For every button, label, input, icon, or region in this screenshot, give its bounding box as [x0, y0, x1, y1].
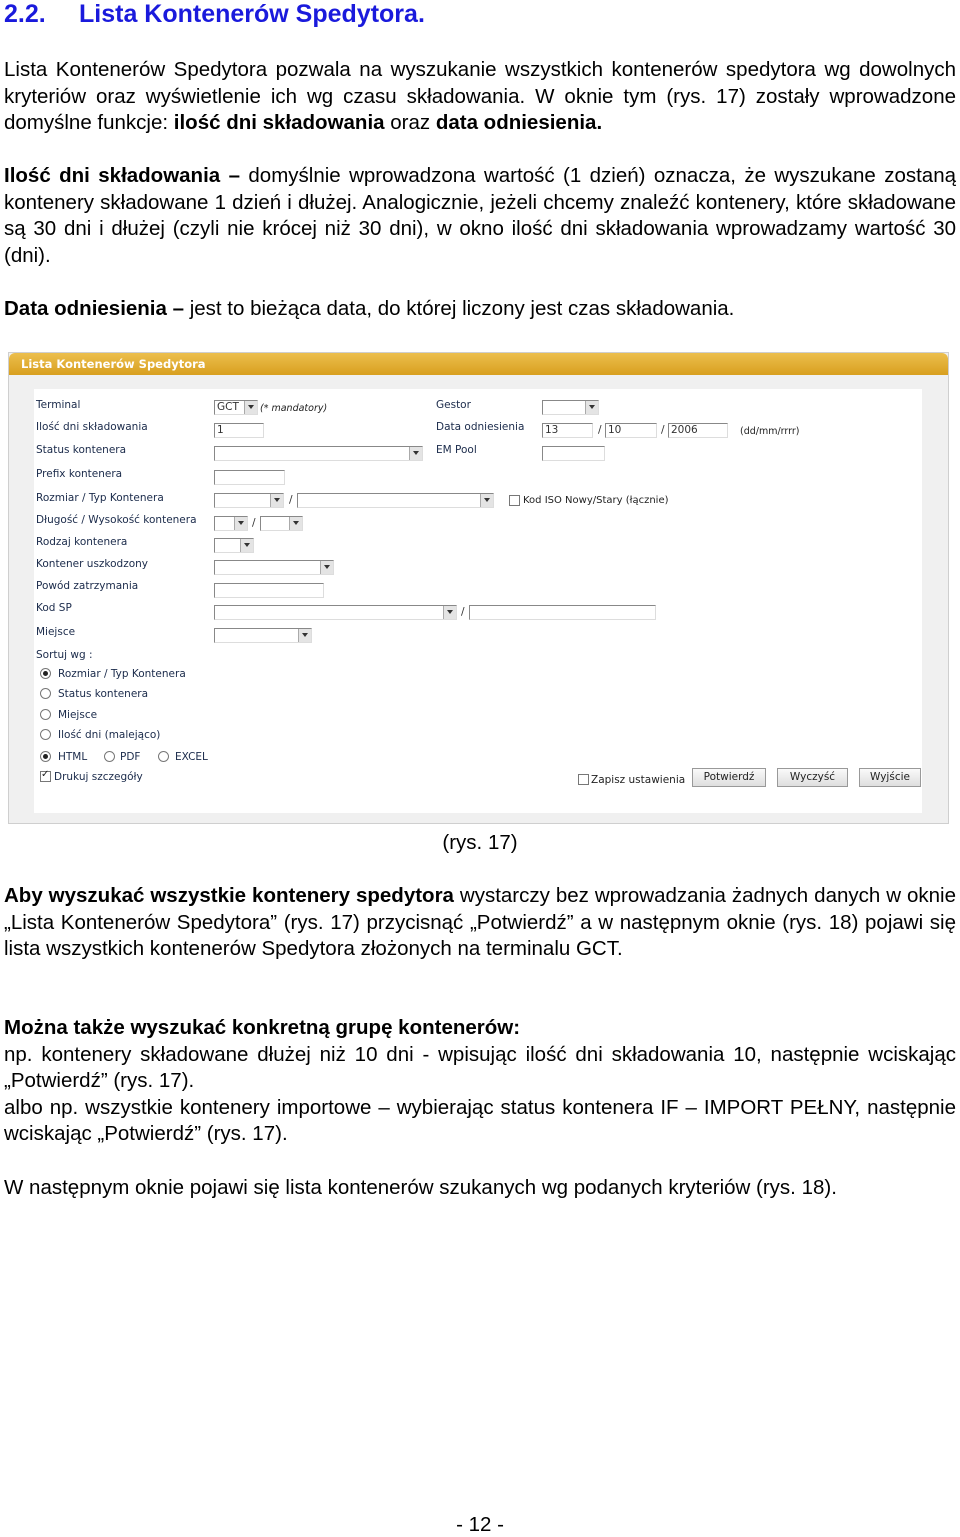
format-radio-html[interactable]	[40, 751, 51, 762]
intro-paragraph	[4, 57, 956, 137]
label-terminal: Terminal	[36, 399, 81, 411]
terminal-select[interactable]	[214, 400, 258, 415]
label-ilosc-dni: Ilość dni składowania	[36, 421, 148, 433]
em-pool-input[interactable]	[542, 446, 605, 461]
label-sortuj: Sortuj wg :	[36, 649, 93, 661]
window-titlebar	[9, 353, 948, 375]
chevron-down-icon	[409, 447, 422, 460]
chevron-down-icon	[585, 401, 598, 414]
mozna-paragraph	[4, 1015, 956, 1148]
label-prefix: Prefix kontenera	[36, 468, 123, 480]
rodzaj-select[interactable]	[214, 538, 254, 553]
label-em-pool: EM Pool	[436, 444, 477, 456]
label-gestor: Gestor	[436, 399, 471, 411]
label-data-odniesienia: Data odniesienia	[436, 421, 525, 433]
wyjscie-button[interactable]: Wyjście	[859, 768, 921, 787]
label-dlugosc: Długość / Wysokość kontenera	[36, 514, 197, 526]
figure-caption: (rys. 17)	[442, 831, 518, 854]
sort-radio-status[interactable]	[40, 688, 51, 699]
search-form: Terminal Ilość dni składowania Status kontenera Prefix kontenera Rozmiar / Typ Kontenera Długość / Wysokość kontenera Rodzaj kontenera Kontener uszkodzony Powód zatrzymania Kod SP Miejsce GCT (* mandatory) 1 / / / Gestor Data odniesienia 13 / 10 / 2006 (dd/mm/rrrr) EM Pool Kod ISO Nowy/Stary (łącznie) Sortuj wg : Rozmiar / Typ Kontenera Status kontenera Miejsce Ilość dni (malejąco) HTML PDF EXCEL ✓ Drukuj szczegóły Zapisz ustawienia Potwierdź Wyczyść Wyjście	[34, 389, 922, 813]
ilosc-bold: Ilość dni składowania –	[4, 164, 240, 187]
chevron-down-icon	[240, 539, 253, 552]
powod-input[interactable]	[214, 583, 324, 598]
label-kod-sp: Kod SP	[36, 602, 72, 614]
date-format-hint: (dd/mm/rrrr)	[740, 426, 800, 437]
app-window	[8, 352, 949, 824]
sort-radio-rozmiar[interactable]	[40, 668, 51, 679]
ilosc-paragraph	[4, 163, 956, 269]
intro-bold-1: ilość dni składowania	[173, 111, 385, 134]
day-input[interactable]: 13	[542, 423, 593, 438]
chevron-down-icon	[298, 629, 311, 642]
format-label-pdf: PDF	[120, 751, 141, 763]
mozna-bold: Można także wyszukać konkretną grupę kontenerów:	[4, 1016, 521, 1039]
label-powod: Powód zatrzymania	[36, 580, 139, 592]
wysokosc-select[interactable]	[260, 516, 303, 531]
dlugosc-select[interactable]	[214, 516, 248, 531]
gestor-select[interactable]	[542, 400, 599, 415]
label-rodzaj: Rodzaj kontenera	[36, 536, 128, 548]
sort-radio-miejsce[interactable]	[40, 709, 51, 720]
chevron-down-icon	[234, 517, 247, 530]
mozna-line-2: albo np. wszystkie kontenery importowe – wybierając status kontenera IF – IMPORT PEŁNY, następnie wciskając „Potwierdź” (rys. 17).	[4, 1095, 956, 1145]
chevron-down-icon	[270, 494, 283, 507]
aby-text: wystarczy bez wprowadzania żadnych danych w oknie „Lista Kontenerów Spedytora” (rys. 17) przycisnąć „Potwierdź” a w następnym oknie (rys. 18) pojawi się lista wszystkich kontenerów Spedytora złożonych na terminalu GCT.	[4, 884, 956, 960]
rozmiar-select[interactable]	[214, 493, 284, 508]
format-radio-excel[interactable]	[158, 751, 169, 762]
kod-sp-input[interactable]	[469, 605, 656, 620]
format-label-html: HTML	[58, 751, 88, 763]
kod-iso-label: Kod ISO Nowy/Stary (łącznie)	[523, 495, 669, 506]
chevron-down-icon	[320, 561, 333, 574]
section-heading	[4, 0, 425, 28]
drukuj-checkbox[interactable]	[40, 771, 51, 782]
label-miejsce: Miejsce	[36, 626, 76, 638]
sort-label-status: Status kontenera	[58, 688, 149, 700]
uszkodzony-select[interactable]	[214, 560, 334, 575]
sort-label-ilosc: Ilość dni (malejąco)	[58, 729, 161, 741]
aby-paragraph	[4, 883, 956, 963]
sort-label-miejsce: Miejsce	[58, 709, 98, 721]
page-number: - 12 -	[456, 1513, 504, 1536]
label-uszkodzony: Kontener uszkodzony	[36, 558, 149, 570]
miejsce-select[interactable]	[214, 628, 312, 643]
ilosc-text: domyślnie wprowadzona wartość (1 dzień) oznacza, że wyszukane zostaną kontenery składowane 1 dzień i dłużej. Analogicznie, jeżeli chcemy znaleźć kontenery, które składowane są 30 dni i dłużej (czyli nie krócej niż 30 dni), w okno ilość dni składowania wprowadzamy wartość 30 (dni).	[4, 164, 956, 267]
section-title: Lista Kontenerów Spedytora.	[79, 0, 425, 28]
typ-select[interactable]	[297, 493, 494, 508]
drukuj-label: Drukuj szczegóły	[54, 771, 143, 783]
kod-iso-checkbox[interactable]	[509, 495, 520, 506]
final-paragraph: W następnym oknie pojawi się lista kontenerów szukanych wg podanych kryteriów (rys. 18).	[4, 1176, 837, 1199]
format-radio-pdf[interactable]	[104, 751, 115, 762]
data-odn-text: jest to bieżąca data, do której liczony jest czas składowania.	[184, 297, 735, 320]
mozna-line-1: np. kontenery składowane dłużej niż 10 dni - wpisując ilość dni składowania 10, następnie wciskając „Potwierdź” (rys. 17).	[4, 1042, 956, 1092]
wyczysc-button[interactable]: Wyczyść	[777, 768, 848, 787]
ilosc-dni-input[interactable]: 1	[214, 423, 264, 438]
intro-mid: oraz	[384, 111, 436, 134]
section-number: 2.2.	[4, 0, 46, 28]
kod-sp-select[interactable]	[214, 605, 457, 620]
label-rozmiar: Rozmiar / Typ Kontenera	[36, 492, 164, 504]
format-label-excel: EXCEL	[175, 751, 208, 763]
mandatory-note: (* mandatory)	[260, 403, 328, 414]
chevron-down-icon	[443, 606, 456, 619]
data-odniesienia-paragraph	[4, 296, 956, 323]
sort-label-rozmiar: Rozmiar / Typ Kontenera	[58, 668, 186, 680]
zapisz-label: Zapisz ustawienia	[591, 774, 686, 786]
intro-text: Lista Kontenerów Spedytora pozwala na wyszukanie wszystkich kontenerów spedytora wg dowolnych kryteriów oraz wyświetlenie ich wg czasu składowania. W oknie tym (rys. 17) zostały wprowadzone domyślne funkcje:	[4, 58, 956, 134]
prefix-input[interactable]	[214, 470, 285, 485]
terminal-value: GCT	[217, 401, 239, 413]
sort-radio-ilosc[interactable]	[40, 729, 51, 740]
window-title: Lista Kontenerów Spedytora	[21, 357, 206, 371]
aby-bold: Aby wyszukać wszystkie kontenery spedytora	[4, 884, 454, 907]
label-status: Status kontenera	[36, 444, 127, 456]
chevron-down-icon	[480, 494, 493, 507]
year-input[interactable]: 2006	[668, 423, 728, 438]
data-odn-bold: Data odniesienia –	[4, 297, 185, 320]
chevron-down-icon	[289, 517, 302, 530]
month-input[interactable]: 10	[605, 423, 657, 438]
potwierdz-button[interactable]: Potwierdź	[692, 768, 766, 787]
status-select[interactable]	[214, 446, 423, 461]
intro-bold-2: data odniesienia.	[435, 111, 603, 134]
chevron-down-icon	[244, 401, 257, 414]
zapisz-checkbox[interactable]	[578, 774, 589, 785]
